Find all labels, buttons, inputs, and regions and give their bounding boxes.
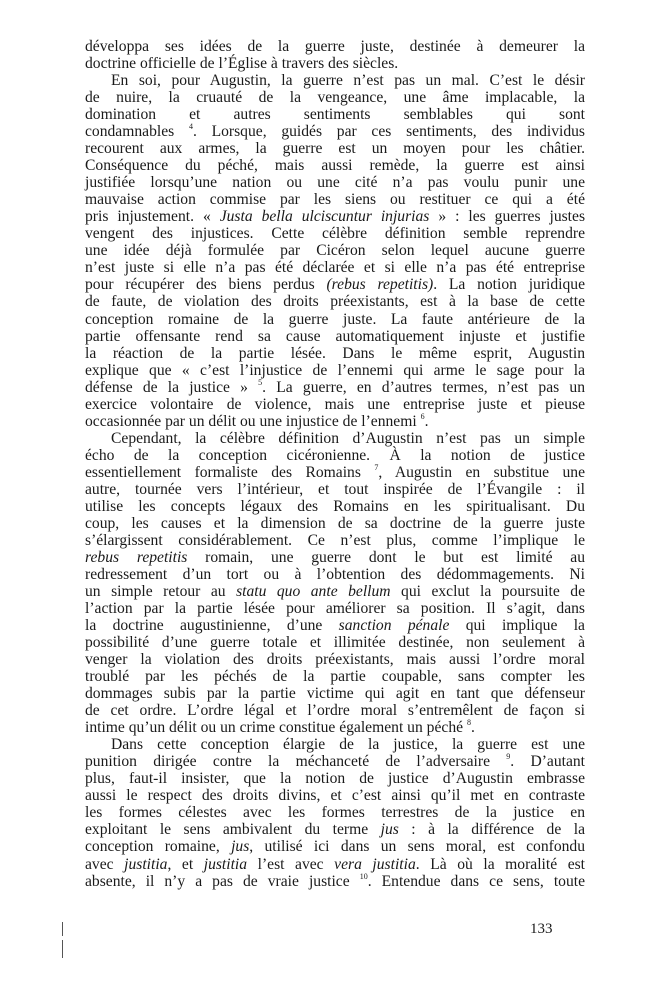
text-line [85, 685, 585, 702]
text-line [85, 55, 585, 72]
text-line [85, 106, 585, 123]
text-span: Conséquence du péché, mais aussi remède, la guerre est ainsi [85, 157, 585, 175]
text-span: une idée déjà formulée par Cicéron selon lequel aucune guerre [85, 242, 585, 260]
text-line [85, 464, 585, 481]
text-line [85, 225, 585, 242]
text-line [85, 617, 585, 634]
text-line [85, 787, 585, 804]
italic-text: rebus repetitis [85, 548, 188, 566]
text-line [85, 481, 585, 498]
text-line [85, 345, 585, 362]
text-span: l’est avec [247, 855, 335, 873]
text-span: n’est juste si elle n’a pas été déclarée et si elle n’a pas été entreprise [85, 259, 585, 277]
text-line [85, 157, 585, 174]
text-span: occasionnée par un délit ou une injustice de l’ennemi [85, 412, 421, 430]
text-span: aussi le respect des droits divins, et c’est ainsi qu’il met en contraste [85, 787, 585, 805]
text-line [85, 259, 585, 276]
text-span: punition dirigée contre la méchanceté de l’adversaire [85, 753, 507, 771]
text-span: s’élargissent considérablement. Ce n’est plus, comme l’implique le [85, 531, 585, 549]
text-span: coup, les causes et la dimension de sa doctrine de la guerre juste [85, 514, 585, 532]
text-span: avec [85, 855, 125, 873]
text-line [85, 702, 585, 719]
text-line [85, 293, 585, 310]
text-span: pris injustement. « [85, 208, 220, 226]
text-line [85, 873, 585, 890]
text-line [85, 651, 585, 668]
body-text [85, 38, 585, 890]
text-span: écho de la conception cicéronienne. À la notion de justice [85, 446, 585, 464]
text-line [85, 208, 585, 225]
text-line [85, 600, 585, 617]
text-line [85, 72, 585, 89]
footnote-ref: 4 [188, 122, 193, 132]
text-line [85, 498, 585, 515]
text-line [85, 191, 585, 208]
text-line [85, 736, 585, 753]
text-span: . Là où la moralité est [415, 855, 586, 873]
text-line [85, 668, 585, 685]
text-line [85, 856, 585, 873]
text-span: . [470, 719, 475, 737]
text-span: romain, une guerre dont le but est limité au [187, 548, 585, 566]
text-line [85, 38, 585, 55]
text-line [85, 532, 585, 549]
text-span: , utilisé ici dans un sens moral, est confondu [249, 838, 585, 856]
text-span: . [424, 412, 429, 430]
text-line [85, 838, 585, 855]
text-span: pour récupérer des biens perdus [85, 276, 327, 294]
text-span: » : les guerres justes [429, 208, 586, 226]
text-span: justifiée lorsqu’une nation ou une cité n’a pas voulu punir une [85, 174, 585, 192]
text-span: En soi, pour Augustin, la guerre n’est pas un mal. C’est le désir [111, 72, 585, 90]
text-line [85, 447, 585, 464]
italic-text: vera justitia [334, 855, 416, 873]
footnote-ref: 7 [374, 462, 379, 472]
text-span: redressement d’un tort ou à l’obtention des dédommagements. Ni [85, 565, 585, 583]
text-line [85, 140, 585, 157]
text-line [85, 396, 585, 413]
footnote-ref: 6 [420, 411, 425, 421]
text-span: doctrine officielle de l’Église à travers des siècles. [85, 55, 399, 73]
scan-margin-mark [62, 940, 63, 958]
text-span: vengent des injustices. Cette célèbre définition semble reprendre [85, 225, 585, 243]
text-span: , et [167, 855, 204, 873]
text-span: venger la violation des droits préexistants, mais aussi l’ordre moral [85, 651, 585, 669]
italic-text: jus [231, 838, 250, 856]
text-span: qui exclut la poursuite de [390, 583, 586, 600]
text-line [85, 89, 585, 106]
text-span: utilise les concepts légaux des Romains en les spiritualisant. Du [85, 497, 585, 515]
text-span: les formes célestes avec les formes terrestres de la justice en [85, 804, 585, 822]
text-line [85, 328, 585, 345]
text-span: domination et autres sentiments semblables qui sont [85, 106, 585, 124]
text-line [85, 379, 585, 396]
text-span: exercice volontaire de violence, mais une entreprise juste et pieuse [85, 395, 585, 413]
text-span: de cet ordre. L’ordre légal et l’ordre moral s’entremêlent de façon si [85, 702, 585, 720]
text-span: absente, il n’y a pas de vraie justice [85, 872, 360, 890]
italic-text: Justa bella ulciscuntur injurias [219, 208, 430, 226]
text-span: l’action par la partie lésée pour améliorer sa position. Il s’agit, dans [85, 600, 585, 618]
text-line [85, 413, 585, 430]
text-span: . La notion juridique [433, 276, 585, 294]
text-line [85, 566, 585, 583]
footnote-ref: 10 [359, 871, 368, 881]
text-span: explique que « c’est l’injustice de l’ennemi qui arme le sage pour la [85, 361, 585, 379]
text-span: autre, tournée vers l’intérieur, et tout inspirée de l’Évangile : il [85, 480, 585, 498]
footnote-ref: 9 [506, 752, 511, 762]
text-span: troublé par les péchés de la partie coupable, sans compter les [85, 668, 585, 686]
italic-text: statu quo ante bellum [236, 583, 391, 600]
text-line [85, 804, 585, 821]
text-line [85, 753, 585, 770]
page-number: 133 [530, 921, 553, 937]
text-span: défense de la justice » [85, 378, 259, 396]
text-span: conception romaine de la guerre juste. La faute antérieure de la [85, 310, 585, 328]
text-line [85, 311, 585, 328]
text-span: développa ses idées de la guerre juste, destinée à demeurer la [85, 38, 585, 55]
italic-text: (rebus repetitis) [326, 276, 434, 294]
italic-text: sanction pénale [338, 617, 450, 635]
text-span: la doctrine augustinienne, d’une [85, 617, 339, 635]
text-line [85, 362, 585, 379]
text-line [85, 276, 585, 293]
text-line [85, 634, 585, 651]
text-line [85, 583, 585, 600]
footnote-ref: 8 [466, 718, 471, 728]
text-line [85, 515, 585, 532]
text-span: intime qu’un délit ou un crime constitue également un péché [85, 719, 467, 737]
text-span: Dans cette conception élargie de la justice, la guerre est une [111, 736, 585, 754]
text-line [85, 174, 585, 191]
text-line [85, 430, 585, 447]
text-span: la réaction de la partie lésée. Dans le même esprit, Augustin [85, 344, 585, 362]
text-span: . Lorsque, guidés par ces sentiments, des individus [192, 123, 585, 141]
text-span: : à la différence de la [398, 821, 585, 839]
text-line [85, 719, 585, 736]
text-line [85, 770, 585, 787]
text-span: conception romaine, [85, 838, 232, 856]
text-span: mauvaise action commise par les siens ou restituer ce qui a été [85, 191, 585, 209]
text-span: exploitant le sens ambivalent du terme [85, 821, 381, 839]
text-span: qui implique la [449, 617, 585, 635]
text-span: plus, faut-il insister, que la notion de justice d’Augustin embrasse [85, 770, 585, 788]
italic-text: justitia [124, 855, 168, 873]
text-span: . Entendue dans ce sens, toute [367, 872, 586, 890]
text-span: possibilité d’une guerre totale et illimitée destinée, non seulement à [85, 634, 585, 652]
text-line [85, 123, 585, 140]
text-line [85, 549, 585, 566]
italic-text: justitia [203, 855, 248, 873]
text-span: condamnables [85, 123, 189, 141]
italic-text: jus [380, 821, 399, 839]
text-span: dommages subis par la partie victime qui agit en tant que défenseur [85, 685, 585, 703]
footnote-ref: 5 [258, 377, 263, 387]
text-line [85, 242, 585, 259]
scan-margin-mark [62, 922, 63, 936]
text-span: . La guerre, en d’autres termes, n’est pas un [262, 378, 585, 396]
text-span: recourent aux armes, la guerre est un moyen pour les châtier. [85, 140, 585, 158]
text-span: , Augustin en substitue une [378, 463, 585, 481]
text-span: essentiellement formaliste des Romains [85, 463, 375, 481]
text-span: de nuire, la cruauté de la vengeance, une âme implacable, la [85, 89, 585, 107]
text-span: partie offensante rend sa cause automatiquement injuste et justifie [85, 327, 585, 345]
text-line [85, 821, 585, 838]
text-span: un simple retour au [85, 583, 237, 600]
text-span: Cependant, la célèbre définition d’Augustin n’est pas un simple [111, 429, 585, 447]
text-span: . D’autant [510, 753, 586, 771]
text-span: de faute, de violation des droits préexistants, est à la base de cette [85, 293, 585, 311]
